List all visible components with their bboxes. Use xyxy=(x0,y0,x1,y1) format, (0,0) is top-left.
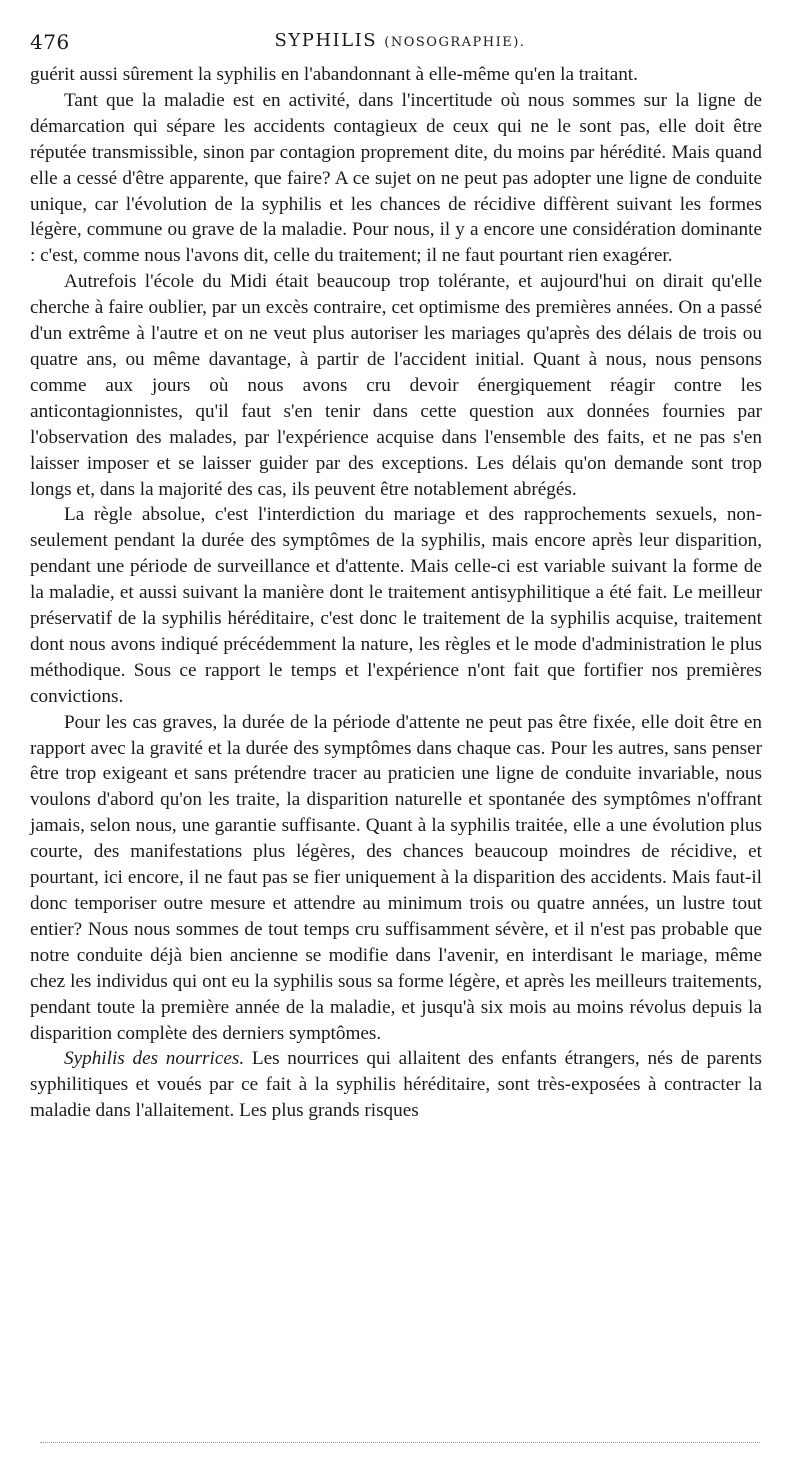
running-title xyxy=(30,30,770,51)
paragraph-nourrices-text: Les nourrices qui allaitent des enfants étrangers, nés de parents syphilitiques et voués par ce fait à la syphilis héréditaire, sont très-exposées à contracter la maladie dans l'allaitement. Les plus grands risques xyxy=(30,1048,762,1122)
body-text xyxy=(30,62,762,1124)
bottom-dotted-rule xyxy=(40,1442,760,1443)
paragraph-contagion: Tant que la maladie est en activité, dans l'incertitude où nous sommes sur la ligne de démarcation qui sépare les accidents contagieux de ceux qui ne le sont pas, elle doit être réputée transmissible, sinon par contagion proprement dite, du moins par hérédité. Mais quand elle a cessé d'être apparente, que faire? A ce sujet on ne peut pas adopter une ligne de conduite unique, car l'évolution de la syphilis et les chances de récidive diffèrent suivant les formes légère, commune ou grave de la maladie. Pour nous, il y a encore une considération dominante : c'est, comme nous l'avons dit, celle du traitement; il ne faut pourtant rien exagérer. xyxy=(30,89,762,267)
paragraph-regle-absolue: La règle absolue, c'est l'interdiction du mariage et des rapprochements sexuels, non-seulement pendant la durée des symptômes de la syphilis, mais encore après leur disparition, pendant une période de surveillance et d'attente. Mais celle-ci est variable suivant la forme de la maladie, et aussi suivant la manière dont le traitement antisyphilitique a été fait. Le meilleur préservatif de la syphilis héréditaire, c'est donc le traitement de la syphilis acquise, traitement dont nous avons indiqué précédemment la nature, les règles et le mode d'administration le plus méthodique. Sous ce rapport le temps et l'expérience n'ont fait que fortifier nos premières convictions. xyxy=(30,504,762,707)
running-title-subtitle: (NOSOGRAPHIE). xyxy=(384,35,526,50)
running-title-main: SYPHILIS xyxy=(274,30,378,51)
paragraph-nourrices xyxy=(30,1046,762,1124)
section-lead-nourrices: Syphilis des nourrices. xyxy=(64,1048,245,1070)
paragraph-ecole-du-midi: Autrefois l'école du Midi était beaucoup trop tolérante, et aujourd'hui on dirait qu'elle cherche à faire oublier, par un excès contraire, cet optimisme des premières années. On a passé d'un extrême à l'autre et on ne veut plus autoriser les mariages qu'après des délais de trois ou quatre ans, ou même davantage, à partir de l'accident initial. Quant à nous, nous pensons comme aux jours où nous avons cru devoir énergiquement réagir contre les anticontagionnistes, qu'il faut s'en tenir dans cette question aux données fournies par l'observation des malades, par l'expérience acquise dans l'ensemble des faits, et ne pas s'en laisser imposer et se laisser guider par des exceptions. Les délais qu'on demande sont trop longs et, dans la majorité des cas, ils peuvent être notablement abrégés. xyxy=(30,271,762,500)
page-number: 476 xyxy=(30,30,70,54)
paragraph-cas-graves: Pour les cas graves, la durée de la période d'attente ne peut pas être fixée, elle doit être en rapport avec la gravité et la durée des symptômes dans chaque cas. Pour les autres, sans penser être trop exigeant et sans prétendre tracer au praticien une ligne de conduite invariable, nous voulons d'abord qu'on les traite, la disparition naturelle et spontanée des symptômes n'offrant jamais, selon nous, une garantie suffisante. Quant à la syphilis traitée, elle a une évolution plus courte, des manifestations plus légères, des chances beaucoup moindres de récidive, et pourtant, ici encore, il ne faut pas se fier uniquement à la disparition des accidents. Mais faut-il donc temporiser outre mesure et attendre au minimum trois ou quatre années, un lustre tout entier? Nous nous sommes de tout temps cru suffisamment sévère, et il n'est pas probable que notre conduite déjà bien ancienne se modifie dans l'avenir, en interdisant le mariage, même chez les individus qui ont eu la syphilis sous sa forme légère, et après les meilleurs traitements, pendant toute la première année de la maladie, et jusqu'à six mois au moins révolus depuis la disparition complète des derniers symptômes. xyxy=(30,711,762,1044)
page-header xyxy=(30,30,770,58)
paragraph-continued: guérit aussi sûrement la syphilis en l'abandonnant à elle-même qu'en la traitant. xyxy=(30,64,638,85)
